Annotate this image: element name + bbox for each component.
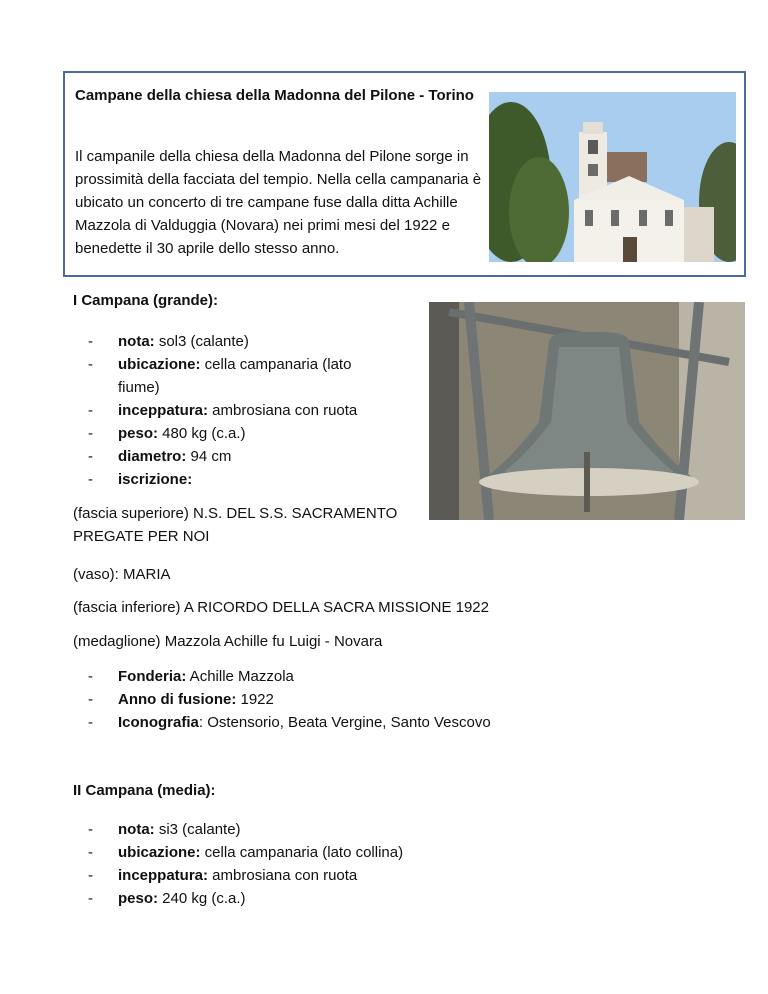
bell1-heading: I Campana (grande):: [73, 292, 219, 309]
list-item: - Iconografia: Ostensorio, Beata Vergine, Santo Vescovo: [88, 714, 491, 731]
inscription-upper: (fascia superiore) N.S. DEL S.S. SACRAMENTO PREGATE PER NOI: [73, 505, 398, 545]
list-item: - Fonderia: Achille Mazzola: [88, 668, 294, 685]
inscription-vase: (vaso): MARIA: [73, 566, 171, 583]
list-item: - Anno di fusione: 1922: [88, 691, 274, 708]
list-item: - ubicazione: cella campanaria (lato collina): [88, 844, 404, 861]
list-item: - inceppatura: ambrosiana con ruota: [88, 402, 358, 419]
list-item: - iscrizione:: [88, 471, 193, 488]
bell1-details: [73, 665, 593, 734]
list-item: - peso: 480 kg (c.a.): [88, 425, 246, 442]
intro-paragraph: Il campanile della chiesa della Madonna del Pilone sorge in prossimità della facciata del tempio. Nella cella campanaria è ubicato un concerto di tre campane fuse dalla ditta Achille Mazzola di Valduggia (Novara) nei primi mesi del 1922 e benedette il 30 aprile dello stesso anno.: [75, 148, 482, 257]
list-item: - inceppatura: ambrosiana con ruota: [88, 867, 358, 884]
list-item: - peso: 240 kg (c.a.): [88, 890, 246, 907]
inscription-lower: (fascia inferiore) A RICORDO DELLA SACRA MISSIONE 1922: [73, 599, 489, 616]
bell-photo: [429, 302, 745, 520]
intro-box: [63, 71, 746, 277]
inscription-medallion: (medaglione) Mazzola Achille fu Luigi - Novara: [73, 633, 383, 650]
bell2-heading: II Campana (media):: [73, 782, 216, 799]
list-item: - nota: si3 (calante): [88, 821, 241, 838]
list-item: - ubicazione: cella campanaria (lato fiume): [88, 356, 352, 396]
bell1-list: [73, 330, 433, 491]
church-photo: [489, 92, 736, 262]
list-item: - diametro: 94 cm: [88, 448, 232, 465]
page-title: Campane della chiesa della Madonna del Pilone - Torino: [75, 87, 474, 104]
list-item: - nota: sol3 (calante): [88, 333, 249, 350]
bell2-list: [73, 818, 533, 910]
